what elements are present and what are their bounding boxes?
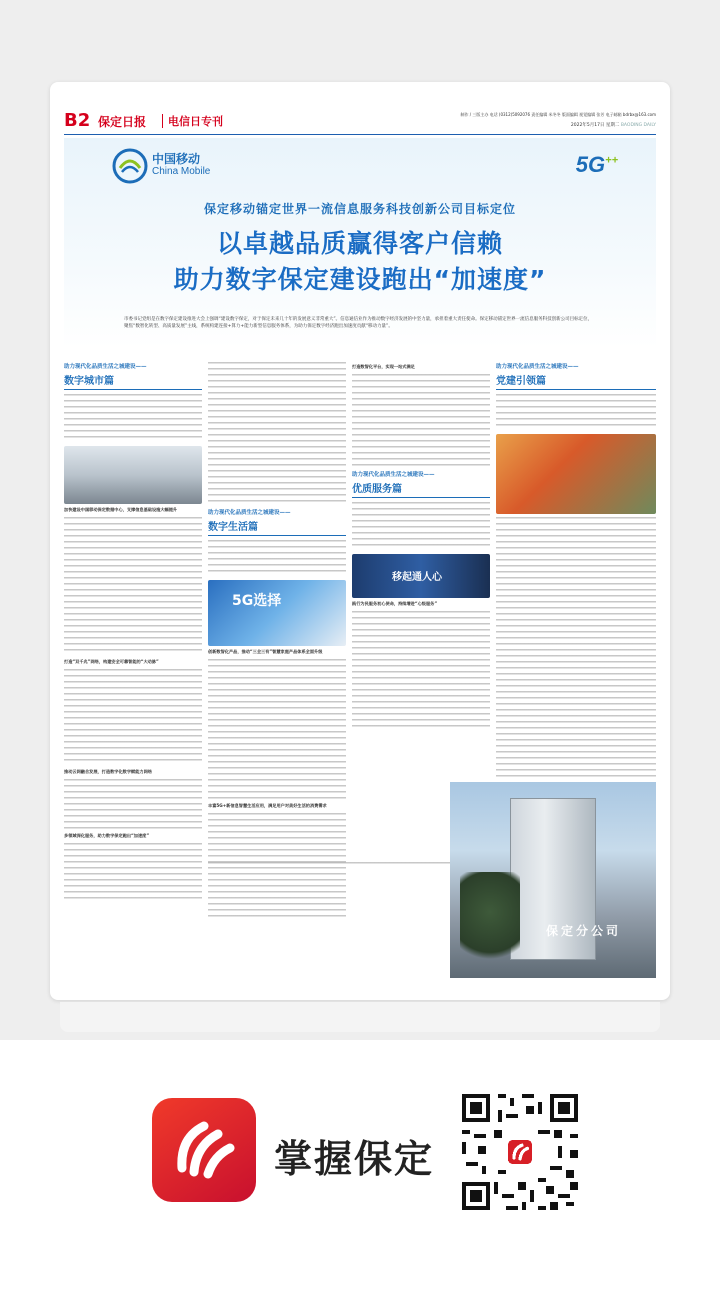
sub-heading: 打造数智化平台，实现一站式满足 <box>352 364 415 369</box>
body-text <box>64 517 202 655</box>
section-kicker: 助力现代化品质生活之城建设—— <box>352 472 435 478</box>
body-text <box>64 779 202 829</box>
section-kicker: 助力现代化品质生活之城建设—— <box>496 364 579 370</box>
body-text <box>352 611 490 731</box>
plus-icon: ++ <box>605 154 618 167</box>
masthead-info: 制作 / 三版主办 电话 (0312)5092076 责任编辑 米冬冬 版面编辑 视觉编辑 张芳 电子邮箱 bdrbx@163.com <box>460 112 656 117</box>
lead-paragraph: 市委书记党组是在数字保定建设推进大会上强调“建设数字保定，对于保定未来几十年的发展意义非常重大”。信息通信业作为推动数字经济发展的中坚力量，承担着重大责任使命。保定移动锚定世界一流信息服务科技创新公司目标定位，聚焦“数智化转型、高质量发展”主线，系统构建连接+算力+能力新型信息服务体系，为助力保定数字经济跑出加速度贡献“移动力量”。 <box>124 317 593 329</box>
logo-cn: 中国移动 <box>152 152 201 166</box>
subtitle: 保定移动锚定世界一流信息服务科技创新公司目标定位 <box>203 202 516 216</box>
page-number: B2 <box>64 110 91 131</box>
sub-heading: 打造“双千兆”网络，构建安全可靠智能的“大动脉” <box>64 659 159 664</box>
china-mobile-logo-icon <box>112 148 148 184</box>
service-hall-photo <box>352 554 490 598</box>
section-title: 数字城市篇 <box>64 372 202 390</box>
brand-small: BAODING DAILY <box>620 123 656 128</box>
newspaper-page <box>50 82 670 1000</box>
body-text <box>496 517 656 777</box>
body-text <box>352 502 490 550</box>
office-building-photo <box>450 782 656 978</box>
edition-name: 电信日专刊 <box>168 115 223 128</box>
app-footer <box>0 1040 720 1294</box>
card-shadow <box>60 1002 660 1032</box>
divider <box>162 114 163 128</box>
column-digital-city <box>64 362 202 932</box>
photo-caption: 加快建设中国移动保定数据中心，支撑信息基础设施大幅提升 <box>64 507 178 512</box>
fiveg-text: 5G <box>575 152 606 177</box>
photo-text: 5G选择 <box>232 593 282 609</box>
body-text <box>352 374 490 466</box>
photo-text: 移起通人心 <box>392 572 442 583</box>
photo-caption: 践行为民服务初心使命，持续增进“心级服务” <box>352 601 438 606</box>
datacenter-photo <box>64 446 202 504</box>
body-text <box>64 394 202 442</box>
sub-heading: 丰富5G+新信息智慧生活应用，满足用户对美好生活的消费需求 <box>208 803 327 808</box>
app-name: 掌握保定 <box>274 1137 435 1181</box>
headline-line-2: 助力数字保定建设跑出“加速度” <box>173 265 547 294</box>
body-text <box>208 540 346 576</box>
logo-en: China Mobile <box>152 166 211 177</box>
fiveg-badge <box>576 152 618 178</box>
qr-code-icon[interactable] <box>458 1090 582 1214</box>
sub-heading: 推动云网融合发展，打造数字化数字赋能力网络 <box>64 769 152 774</box>
paper-name: 保定日报 <box>98 115 147 129</box>
body-text <box>496 394 656 430</box>
date-text: 2022年5月17日 星期二 <box>570 123 620 128</box>
banner <box>64 138 656 348</box>
section-title: 优质服务篇 <box>352 480 490 498</box>
masthead <box>64 110 656 135</box>
column-digital-life <box>208 362 346 932</box>
masthead-date <box>571 122 656 128</box>
section-kicker: 助力现代化品质生活之城建设—— <box>208 510 291 516</box>
body-text <box>64 843 202 903</box>
app-logo-icon[interactable] <box>152 1098 256 1202</box>
5g-store-photo <box>208 580 346 646</box>
sub-heading: 多领域深化服务，助力数字保定跑出“加速度” <box>64 833 150 838</box>
body-text <box>64 669 202 765</box>
section-kicker: 助力现代化品质生活之城建设—— <box>64 364 147 370</box>
photo-caption: 创新数智化产品，推动“三全三有”智慧家庭产品体系全面升级 <box>208 649 323 654</box>
body-text <box>208 362 346 504</box>
section-title: 党建引领篇 <box>496 372 656 390</box>
tree <box>460 872 520 972</box>
body-text <box>208 862 488 868</box>
app-logo-mark-icon <box>152 1098 256 1202</box>
headline-line-1: 以卓越品质赢得客户信赖 <box>216 229 503 258</box>
section-title: 数字生活篇 <box>208 518 346 536</box>
building-sign: 保定分公司 <box>546 924 622 938</box>
body-text <box>208 659 346 799</box>
volunteer-photo <box>496 434 656 514</box>
